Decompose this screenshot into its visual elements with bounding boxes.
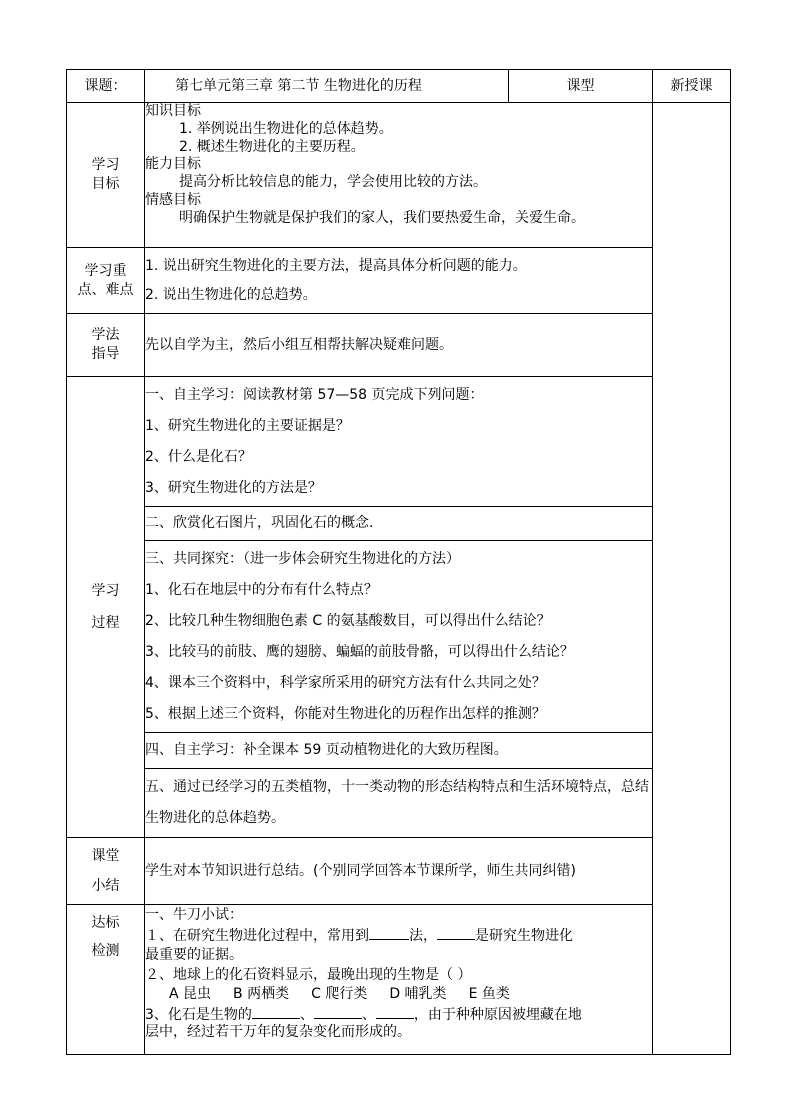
summary-row — [67, 838, 731, 905]
method-text: 先以自学为主，然后小组互相帮扶解决疑难问题。 — [145, 314, 653, 377]
process-part1 — [145, 377, 653, 507]
method-label: 学法 指导 — [67, 314, 145, 377]
emotion-text: 明确保护生物就是保护我们的家人，我们要热爱生命，关爱生命。 — [179, 209, 585, 226]
topic-value: 第七单元第三章 第二节 生物进化的历程 — [145, 70, 509, 103]
notes-column — [653, 103, 731, 1055]
key-points-row — [67, 248, 731, 314]
part1-question: 1、研究生物进化的主要证据是？ — [145, 417, 350, 434]
key-points-label: 学习重 点、难点 — [67, 248, 145, 314]
answer-blank[interactable] — [252, 1004, 300, 1019]
answer-blank[interactable] — [437, 925, 475, 940]
key-point-item: 1. 说出研究生物进化的主要方法，提高具体分析问题的能力。 — [145, 257, 527, 274]
process-part2: 二、欣赏化石图片，巩固化石的概念. — [145, 507, 653, 541]
process-part5: 五、通过已经学习的五类植物，十一类动物的形态结构特点和生活环境特点，总结生物进化的总体趋势。 — [145, 769, 653, 838]
part1-question: 2、什么是化石？ — [145, 448, 252, 465]
process-part4-row — [67, 733, 731, 769]
emotion-title: 情感目标 — [145, 191, 201, 208]
process-part3 — [145, 541, 653, 733]
process-part2-row — [67, 507, 731, 541]
option-c: C 爬行类 — [311, 986, 368, 1002]
check-title: 一、牛刀小试： — [145, 907, 243, 923]
check-q2: ２、地球上的化石资料显示，最晚出现的生物是（ ） — [145, 967, 472, 983]
check-row — [67, 905, 731, 1055]
process-part5-row — [67, 769, 731, 838]
part3-question: 4、课本三个资料中，科学家所采用的研究方法有什么共同之处？ — [145, 674, 546, 691]
part1-title: 一、自主学习：阅读教材第 57—58 页完成下列问题： — [145, 386, 484, 403]
knowledge-title: 知识目标 — [145, 103, 201, 119]
topic-label: 课题： — [67, 70, 145, 103]
answer-blank[interactable] — [376, 1004, 414, 1019]
ability-title: 能力目标 — [145, 156, 201, 173]
process-part3-row — [67, 541, 731, 733]
summary-text: 学生对本节知识进行总结。(个别同学回答本节课所学，师生共同纠错) — [145, 838, 653, 905]
lesson-plan-table — [66, 69, 731, 1055]
answer-blank[interactable] — [369, 925, 409, 940]
method-row — [67, 314, 731, 377]
check-q1: １、在研究生物进化过程中，常用到 法， 是研究生物进化 — [145, 925, 652, 947]
option-e: E 鱼类 — [468, 986, 510, 1002]
summary-label: 课堂 小结 — [67, 838, 145, 905]
objectives-row — [67, 103, 731, 248]
objectives-content — [145, 103, 653, 248]
option-b: B 两栖类 — [233, 986, 290, 1002]
ability-text: 提高分析比较信息的能力，学会使用比较的方法。 — [179, 174, 487, 191]
key-point-item: 2. 说出生物进化的总趋势。 — [145, 286, 317, 303]
check-q3: 3、化石是生物的 、 、 ，由于种种原因被埋藏在地 — [145, 1004, 652, 1025]
check-q3-cont: 层中，经过若干万年的复杂变化而形成的。 — [145, 1024, 411, 1040]
process-part4: 四、自主学习：补全课本 59 页动植物进化的大致历程图。 — [145, 733, 653, 769]
check-content — [145, 905, 653, 1055]
key-points-content — [145, 248, 653, 314]
option-d: D 哺乳类 — [389, 986, 447, 1002]
knowledge-item: 2. 概述生物进化的主要历程。 — [179, 138, 365, 155]
part3-question: 1、化石在地层中的分布有什么特点？ — [145, 581, 378, 598]
part3-title: 三、共同探究：（进一步体会研究生物进化的方法） — [145, 550, 460, 567]
objectives-label: 学习 目标 — [67, 103, 145, 248]
type-value: 新授课 — [653, 70, 731, 103]
type-label: 课型 — [509, 70, 653, 103]
part3-question: 3、比较马的前肢、鹰的翅膀、蝙蝠的前肢骨骼，可以得出什么结论？ — [145, 643, 574, 660]
process-part1-row — [67, 377, 731, 507]
header-row — [67, 70, 731, 103]
check-label: 达标 检测 — [67, 905, 145, 1055]
part3-question: 5、根据上述三个资料，你能对生物进化的历程作出怎样的推测？ — [145, 705, 546, 722]
process-label: 学习 过程 — [67, 377, 145, 838]
check-q2-options — [145, 986, 652, 1004]
part1-question: 3、研究生物进化的方法是？ — [145, 479, 322, 496]
check-q1-cont: 最重要的证据。 — [145, 946, 243, 963]
option-a: A 昆虫 — [169, 986, 212, 1002]
answer-blank[interactable] — [314, 1004, 362, 1019]
part3-question: 2、比较几种生物细胞色素 C 的氨基酸数目，可以得出什么结论？ — [145, 612, 551, 629]
knowledge-item: 1. 举例说出生物进化的总体趋势。 — [179, 120, 393, 137]
